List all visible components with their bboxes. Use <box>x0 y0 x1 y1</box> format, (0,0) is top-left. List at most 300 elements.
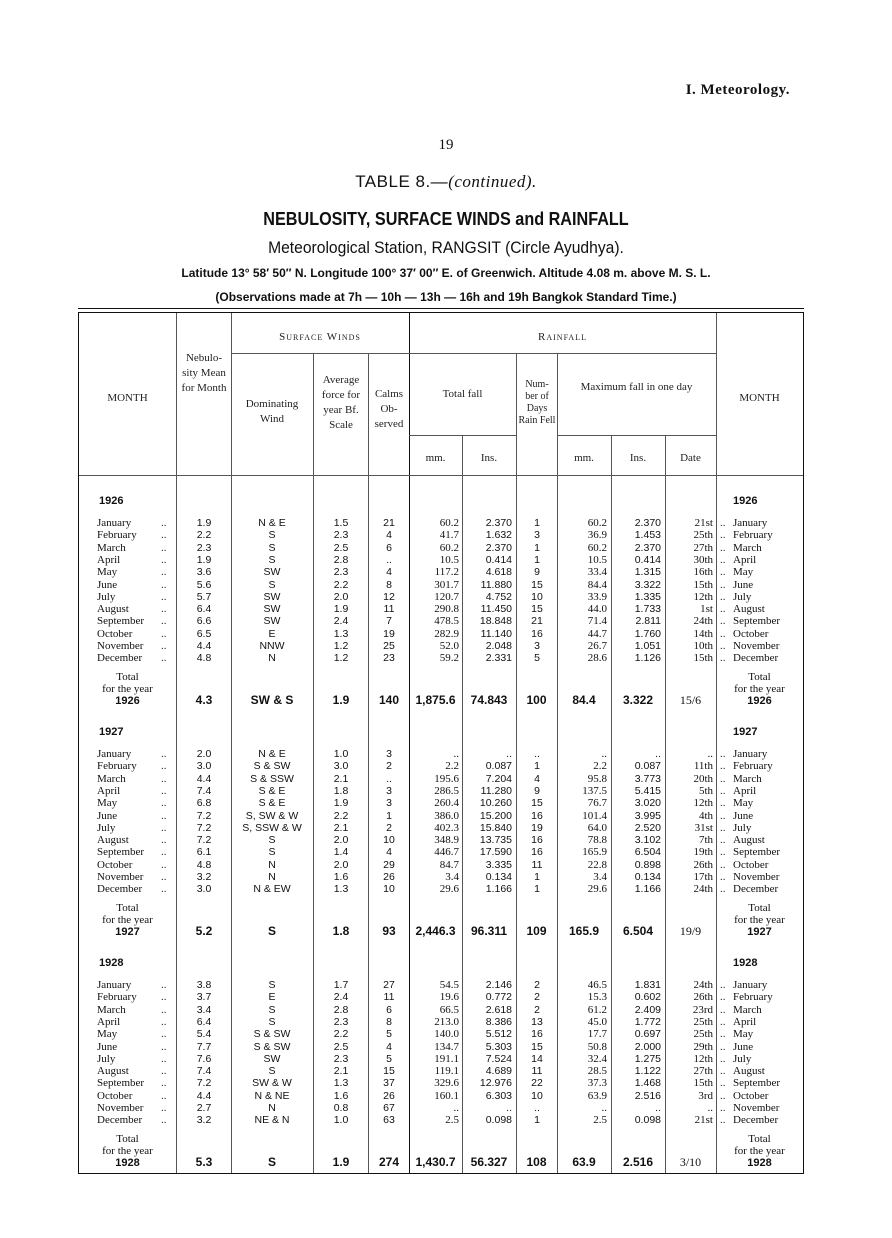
cell-wind: S <box>268 1003 276 1016</box>
cell-force: 2.4 <box>333 991 349 1004</box>
cell-max-mm: 165.9 <box>582 846 607 859</box>
cell-max-mm: 32.4 <box>587 1052 607 1065</box>
total-label-year: 1927 <box>115 925 140 938</box>
cell-month-r: January <box>733 517 768 529</box>
cell-month: July <box>97 821 116 834</box>
cell-days: 13 <box>531 1015 543 1028</box>
cell-neb: 2.7 <box>196 1102 212 1114</box>
cell-max-ins: 2.370 <box>634 517 661 529</box>
cell-mm: 10.5 <box>439 553 459 566</box>
cell-month-r: August <box>733 1065 765 1078</box>
cell-days: 10 <box>531 1089 543 1102</box>
cell-date: 11th <box>693 760 713 773</box>
cell-max-mm: 71.4 <box>587 615 607 628</box>
cell-neb: 6.5 <box>196 627 212 640</box>
cell-force: 2.5 <box>333 1040 349 1053</box>
header-bottom-rule <box>79 475 803 476</box>
leader-dots: .. <box>161 627 167 640</box>
cell-force: 2.0 <box>333 858 349 871</box>
total-days: 109 <box>526 923 547 938</box>
cell-max-ins: 1.453 <box>634 529 661 542</box>
total-max-ins: 2.516 <box>622 1154 654 1169</box>
cell-date: 25th <box>693 529 713 542</box>
cell-month: March <box>97 1003 126 1016</box>
cell-ins: 5.303 <box>485 1040 512 1053</box>
cell-date: 25th <box>693 1028 713 1041</box>
cell-mm: 386.0 <box>434 809 459 822</box>
cell-days: 16 <box>531 627 543 640</box>
table-row <box>79 1041 803 1053</box>
cell-month: August <box>97 603 129 616</box>
cell-month-r: April <box>733 1015 757 1028</box>
cell-date: 12th <box>693 1052 713 1065</box>
cell-calms: 4 <box>386 1040 392 1053</box>
cell-wind: E <box>268 627 276 640</box>
total-max-ins: 3.322 <box>622 692 654 707</box>
cell-month: December <box>97 883 143 896</box>
cell-wind: NE & N <box>254 1114 290 1127</box>
cell-max-ins: 2.370 <box>634 541 661 554</box>
total-wind: SW & S <box>250 692 294 707</box>
total-force: 1.9 <box>332 1154 350 1169</box>
cell-month-r: May <box>733 1028 754 1041</box>
table-heading: NEBULOSITY, SURFACE WINDS and RAINFALL <box>263 209 629 229</box>
cell-month-r: January <box>733 748 768 760</box>
year-label-right: 1928 <box>733 957 758 969</box>
cell-mm: 195.6 <box>434 772 459 785</box>
leader-dots: .. <box>720 1065 726 1078</box>
leader-dots: .. <box>161 1015 167 1028</box>
cell-days: 5 <box>534 652 540 665</box>
cell-force: 1.5 <box>333 517 349 529</box>
leader-dots: .. <box>720 578 726 591</box>
leader-dots: .. <box>720 1114 726 1127</box>
cell-neb: 7.4 <box>196 1065 212 1078</box>
cell-days: 4 <box>534 772 540 785</box>
leader-dots: .. <box>720 1089 726 1102</box>
cell-calms: 6 <box>386 541 392 554</box>
cell-force: 2.3 <box>333 1015 349 1028</box>
table-row <box>79 822 803 834</box>
cell-days: 1 <box>534 541 540 554</box>
cell-calms: 4 <box>386 566 392 579</box>
cell-days: 16 <box>531 846 543 859</box>
station-name: Meteorological Station, RANGSIT (Circle Ayudhya). <box>268 238 624 257</box>
cell-neb: 5.7 <box>196 590 212 603</box>
cell-month: March <box>97 541 126 554</box>
cell-calms: .. <box>386 772 392 785</box>
cell-month: August <box>97 1065 129 1078</box>
cell-calms: 3 <box>386 797 392 810</box>
cell-wind: S <box>268 529 276 542</box>
cell-month: May <box>97 566 118 579</box>
cell-wind: N <box>268 1102 276 1114</box>
cell-max-ins: 2.811 <box>635 615 661 628</box>
cell-wind: S & E <box>258 797 286 810</box>
cell-date: 20th <box>693 772 713 785</box>
cell-calms: 26 <box>383 871 395 883</box>
cell-month: June <box>97 578 118 591</box>
total-max-mm: 165.9 <box>568 923 600 938</box>
table-row <box>79 640 803 652</box>
cell-ins: 0.772 <box>485 991 512 1004</box>
cell-ins: 15.200 <box>479 809 512 822</box>
leader-dots: .. <box>720 627 726 640</box>
cell-force: 2.4 <box>333 615 349 628</box>
cell-mm: 2.2 <box>445 760 459 773</box>
cell-neb: 7.6 <box>196 1052 212 1065</box>
leader-dots: .. <box>720 1052 726 1065</box>
header-rule <box>231 353 409 354</box>
cell-max-mm: 36.9 <box>587 529 607 542</box>
cell-month-r: March <box>733 1003 762 1016</box>
cell-neb: 4.4 <box>196 1089 212 1102</box>
cell-force: 1.4 <box>333 846 349 859</box>
cell-month-r: March <box>733 772 762 785</box>
header-max-mm: mm. <box>574 452 594 464</box>
cell-wind: S & SW <box>253 760 291 773</box>
cell-days: 3 <box>534 529 540 542</box>
cell-month-r: June <box>733 809 754 822</box>
cell-month-r: October <box>733 1089 769 1102</box>
cell-ins: 0.414 <box>485 553 512 566</box>
cell-max-ins: 1.315 <box>634 566 661 579</box>
cell-date: 30th <box>693 553 713 566</box>
cell-max-ins: 1.122 <box>634 1065 661 1078</box>
cell-days: 1 <box>534 1114 540 1127</box>
total-label-2-right: for the year <box>734 682 785 695</box>
cell-neb: 3.2 <box>196 1114 212 1127</box>
cell-days: 11 <box>531 1065 543 1078</box>
cell-max-mm: 60.2 <box>587 541 607 554</box>
cell-mm: 29.6 <box>439 883 459 896</box>
leader-dots: .. <box>161 979 167 991</box>
leader-dots: .. <box>161 1052 167 1065</box>
cell-calms: 27 <box>383 979 395 991</box>
cell-max-ins: 1.275 <box>634 1052 661 1065</box>
header-date: Date <box>680 452 701 464</box>
cell-max-ins: 3.102 <box>634 834 661 847</box>
cell-max-mm: 17.7 <box>587 1028 607 1041</box>
cell-month: December <box>97 1114 143 1127</box>
total-neb: 4.3 <box>195 692 213 707</box>
header-rule <box>409 435 516 436</box>
cell-max-ins: 1.126 <box>634 652 661 665</box>
cell-month: July <box>97 1052 116 1065</box>
cell-force: 2.2 <box>333 578 349 591</box>
cell-wind: S & SSW <box>250 772 294 785</box>
cell-date: 19th <box>693 846 713 859</box>
cell-force: 2.3 <box>333 566 349 579</box>
leader-dots: .. <box>161 760 167 773</box>
cell-wind: SW <box>263 603 281 616</box>
total-mm: 1,875.6 <box>415 692 456 707</box>
cell-date: 7th <box>698 834 713 847</box>
cell-force: 2.0 <box>333 590 349 603</box>
cell-days: 2 <box>534 991 540 1004</box>
cell-days: 2 <box>534 1003 540 1016</box>
cell-neb: 3.2 <box>196 871 212 883</box>
cell-days: 19 <box>531 821 543 834</box>
cell-wind: SW <box>263 1052 281 1065</box>
cell-mm: 290.8 <box>434 603 459 616</box>
cell-month-r: December <box>733 883 779 896</box>
leader-dots: .. <box>161 834 167 847</box>
cell-max-mm: 28.6 <box>587 652 607 665</box>
cell-month-r: March <box>733 541 762 554</box>
cell-force: 0.8 <box>333 1102 349 1114</box>
cell-date: 27th <box>693 1065 713 1078</box>
header-month: MONTH <box>107 392 148 404</box>
cell-neb: 2.2 <box>196 529 212 542</box>
cell-max-ins: 6.504 <box>634 846 661 859</box>
cell-days: 15 <box>531 1040 543 1053</box>
table-title-main: TABLE 8.— <box>355 172 449 191</box>
total-max-mm: 84.4 <box>572 692 596 707</box>
table-row <box>79 603 803 615</box>
cell-ins: 4.618 <box>485 566 512 579</box>
cell-neb: 6.4 <box>196 1015 212 1028</box>
cell-wind: SW <box>263 615 281 628</box>
leader-dots: .. <box>720 772 726 785</box>
cell-month-r: April <box>733 553 757 566</box>
cell-force: 1.3 <box>333 627 349 640</box>
cell-month-r: October <box>733 627 769 640</box>
cell-ins: 2.618 <box>485 1003 512 1016</box>
cell-calms: 63 <box>383 1114 395 1127</box>
cell-max-mm: 22.8 <box>587 858 607 871</box>
cell-mm: .. <box>453 1102 459 1114</box>
table-title <box>0 172 892 192</box>
cell-month-r: August <box>733 603 765 616</box>
cell-ins: 18.848 <box>479 615 512 628</box>
cell-month: April <box>97 784 121 797</box>
cell-mm: 446.7 <box>434 846 459 859</box>
cell-wind: S <box>268 578 276 591</box>
header-surface-winds: Surface Winds <box>279 331 361 343</box>
total-date: 15/6 <box>679 692 702 707</box>
total-label-1-right: Total <box>748 1132 771 1145</box>
total-label-year: 1928 <box>115 1156 140 1169</box>
cell-date: 10th <box>693 640 713 652</box>
cell-calms: 4 <box>386 529 392 542</box>
cell-neb: 7.2 <box>196 821 212 834</box>
cell-force: 2.5 <box>333 541 349 554</box>
cell-max-ins: 1.166 <box>634 883 661 896</box>
cell-max-mm: 33.9 <box>587 590 607 603</box>
table-row <box>79 1004 803 1016</box>
total-date: 19/9 <box>679 923 702 938</box>
cell-neb: 2.3 <box>196 541 212 554</box>
cell-wind: S & SW <box>253 1028 291 1041</box>
leader-dots: .. <box>720 834 726 847</box>
cell-calms: 10 <box>383 883 395 896</box>
cell-mm: 66.5 <box>439 1003 459 1016</box>
cell-max-ins: 1.051 <box>634 640 661 652</box>
cell-month-r: July <box>733 1052 752 1065</box>
total-force: 1.8 <box>332 923 350 938</box>
cell-date: 24th <box>693 883 713 896</box>
total-label-2-right: for the year <box>734 913 785 926</box>
table-row <box>79 1028 803 1040</box>
cell-force: 2.1 <box>333 1065 349 1078</box>
cell-date: 26th <box>693 991 713 1004</box>
header-ins: Ins. <box>480 452 498 464</box>
leader-dots: .. <box>720 652 726 665</box>
cell-neb: 3.0 <box>196 760 212 773</box>
cell-ins: 2.146 <box>485 979 512 991</box>
leader-dots: .. <box>720 553 726 566</box>
cell-max-ins: 2.000 <box>634 1040 661 1053</box>
cell-max-ins: 2.409 <box>634 1003 661 1016</box>
cell-max-mm: 29.6 <box>587 883 607 896</box>
total-calms: 140 <box>378 692 400 707</box>
cell-month: June <box>97 1040 118 1053</box>
cell-max-mm: 46.5 <box>587 979 607 991</box>
section-title: I. Meteorology. <box>685 82 790 98</box>
cell-mm: 348.9 <box>434 834 459 847</box>
leader-dots: .. <box>720 797 726 810</box>
leader-dots: .. <box>161 748 167 760</box>
leader-dots: .. <box>161 529 167 542</box>
leader-dots: .. <box>161 541 167 554</box>
cell-month-r: February <box>733 760 773 773</box>
cell-force: 3.0 <box>333 760 349 773</box>
cell-date: 12th <box>693 590 713 603</box>
leader-dots: .. <box>720 991 726 1004</box>
header-max-ins: Ins. <box>629 452 647 464</box>
cell-date: 25th <box>693 1015 713 1028</box>
total-ins: 74.843 <box>470 692 508 707</box>
cell-ins: 5.512 <box>485 1028 512 1041</box>
cell-month-r: July <box>733 821 752 834</box>
leader-dots: .. <box>720 1015 726 1028</box>
cell-neb: 4.8 <box>196 858 212 871</box>
observations-line: (Observations made at 7h — 10h — 13h — 16h and 19h Bangkok Standard Time.) <box>215 290 677 304</box>
cell-mm: 282.9 <box>434 627 459 640</box>
cell-days: 16 <box>531 834 543 847</box>
header-total-fall: Total fall <box>442 388 483 400</box>
cell-calms: 3 <box>386 784 392 797</box>
location-line: Latitude 13° 58′ 50″ N. Longitude 100° 37′ 00″ E. of Greenwich. Altitude 4.08 m. above M. S. L. <box>181 266 711 280</box>
table-row <box>79 1016 803 1028</box>
cell-date: 27th <box>693 541 713 554</box>
cell-days: .. <box>534 748 540 760</box>
cell-month: October <box>97 858 133 871</box>
leader-dots: .. <box>720 566 726 579</box>
total-label-2: for the year <box>102 682 153 695</box>
cell-month: May <box>97 797 118 810</box>
cell-month-r: November <box>733 1102 780 1114</box>
table-row <box>79 615 803 627</box>
leader-dots: .. <box>720 1102 726 1114</box>
cell-mm: 52.0 <box>439 640 459 652</box>
cell-month-r: December <box>733 1114 779 1127</box>
cell-mm: 54.5 <box>439 979 459 991</box>
cell-calms: 1 <box>386 809 392 822</box>
cell-month-r: September <box>733 1077 781 1090</box>
cell-ins: 1.632 <box>485 529 512 542</box>
cell-neb: 7.4 <box>196 784 212 797</box>
cell-month: July <box>97 590 116 603</box>
cell-neb: 1.9 <box>196 517 212 529</box>
table-row <box>79 785 803 797</box>
cell-date: 24th <box>693 979 713 991</box>
total-label-year-right: 1926 <box>747 694 772 707</box>
leader-dots: .. <box>720 1003 726 1016</box>
cell-date: 15th <box>693 1077 713 1090</box>
cell-days: 1 <box>534 760 540 773</box>
total-calms: 93 <box>382 923 396 938</box>
cell-calms: 19 <box>383 627 395 640</box>
cell-wind: N <box>268 652 276 665</box>
cell-ins: 13.735 <box>479 834 512 847</box>
table-row <box>79 1102 803 1114</box>
total-label-1: Total <box>116 1132 139 1145</box>
total-wind: S <box>267 1154 276 1169</box>
cell-days: 15 <box>531 603 543 616</box>
cell-calms: 4 <box>386 846 392 859</box>
cell-calms: 12 <box>383 590 395 603</box>
cell-neb: 6.1 <box>196 846 212 859</box>
year-label: 1927 <box>99 726 124 738</box>
cell-month-r: October <box>733 858 769 871</box>
cell-neb: 5.4 <box>196 1028 212 1041</box>
total-label-1-right: Total <box>748 901 771 914</box>
cell-mm: 329.6 <box>434 1077 459 1090</box>
cell-wind: N <box>268 871 276 883</box>
cell-max-ins: 1.831 <box>634 979 661 991</box>
table-row <box>79 1090 803 1102</box>
cell-max-mm: 64.0 <box>587 821 607 834</box>
cell-wind: S <box>268 1065 276 1078</box>
cell-wind: SW <box>263 590 281 603</box>
total-date: 3/10 <box>679 1154 702 1169</box>
table-row <box>79 1065 803 1077</box>
leader-dots: .. <box>161 1003 167 1016</box>
cell-max-ins: 1.760 <box>634 627 661 640</box>
cell-mm: .. <box>453 748 459 760</box>
cell-mm: 301.7 <box>434 578 459 591</box>
cell-max-mm: 2.2 <box>593 760 607 773</box>
cell-date: 23rd <box>692 1003 713 1016</box>
cell-max-mm: .. <box>601 1102 607 1114</box>
cell-ins: 11.280 <box>480 784 512 797</box>
total-label-1: Total <box>116 901 139 914</box>
cell-month: April <box>97 553 121 566</box>
cell-neb: 3.0 <box>196 883 212 896</box>
cell-ins: 8.386 <box>485 1015 512 1028</box>
cell-mm: 160.1 <box>434 1089 459 1102</box>
cell-force: 2.0 <box>333 834 349 847</box>
cell-neb: 6.4 <box>196 603 212 616</box>
cell-force: 2.8 <box>333 1003 349 1016</box>
cell-wind: S <box>268 553 276 566</box>
cell-calms: 6 <box>386 1003 392 1016</box>
table-row <box>79 1053 803 1065</box>
header-dominating-wind: Dominating Wind <box>245 398 299 425</box>
cell-mm: 191.1 <box>434 1052 459 1065</box>
cell-max-ins: 0.697 <box>634 1028 661 1041</box>
cell-mm: 117.2 <box>434 566 459 579</box>
cell-ins: 4.752 <box>485 590 512 603</box>
cell-mm: 60.2 <box>439 517 459 529</box>
table-row <box>79 628 803 640</box>
total-label-1-right: Total <box>748 670 771 683</box>
cell-mm: 2.5 <box>445 1114 459 1127</box>
cell-month-r: June <box>733 1040 754 1053</box>
cell-max-mm: 26.7 <box>587 640 607 652</box>
